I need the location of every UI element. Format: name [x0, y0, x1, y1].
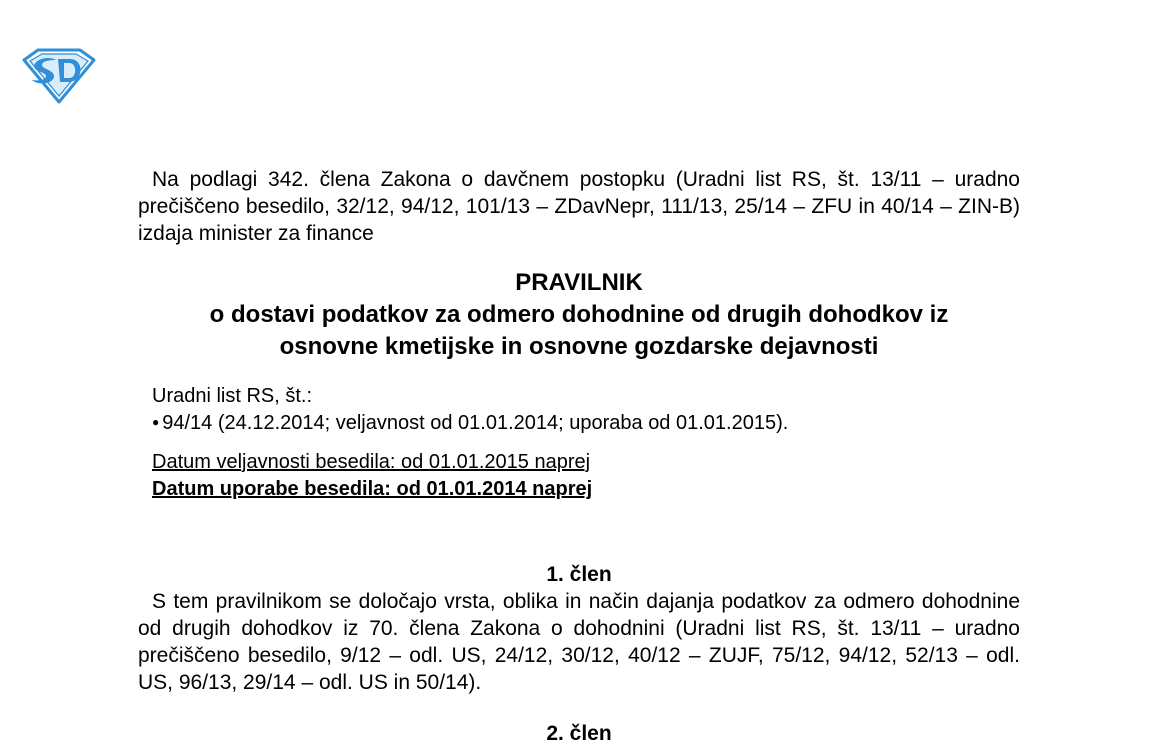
article-text: S tem pravilnikom se določajo vrsta, oblika in način dajanja podatkov za odmero dohodnine od drugih dohodkov iz 70. člena Zakona o dohodnini (Uradni list RS, št. 13/11 – uradno prečiščeno besedilo, 9/12 – odl. US, 24/12, 30/12, 40/12 – ZUJF, 75/12, 94/12, 52/13 – odl. US, 96/13, 29/14 – odl. US in 50/14).: [138, 590, 1020, 694]
article-heading: 1. člen: [546, 563, 612, 586]
intro-paragraph: Na podlagi 342. člena Zakona o davčnem postopku (Uradni list RS, št. 13/11 – uradno prečiščeno besedilo, 32/12, 94/12, 101/13 – ZDavNepr, 111/13, 25/14 – ZFU in 40/14 – ZIN-B) izdaja minister za finance: [138, 168, 1020, 245]
text-dates: [138, 449, 1020, 503]
logo: [20, 46, 98, 106]
title-line-1: PRAVILNIK: [515, 269, 643, 296]
shield-logo-icon: [20, 46, 98, 106]
title-line-3: osnovne kmetijske in osnovne gozdarske dejavnosti: [279, 333, 879, 360]
application-date: Datum uporabe besedila: od 01.01.2014 naprej: [152, 478, 593, 500]
gazette-label: Uradni list RS, št.:: [152, 385, 313, 407]
title-line-2: o dostavi podatkov za odmero dohodnine od drugih dohodkov iz: [209, 301, 949, 328]
article-heading: 2. člen: [546, 722, 612, 745]
gazette-entry-text: 94/14 (24.12.2014; veljavnost od 01.01.2014; uporaba od 01.01.2015).: [162, 412, 789, 434]
document-title: [138, 267, 1020, 363]
bullet-icon: ●: [152, 415, 160, 429]
gazette-info: [138, 383, 1020, 439]
document-body: [138, 166, 1020, 747]
validity-date: Datum veljavnosti besedila: od 01.01.2015 naprej: [152, 451, 591, 473]
gazette-entry: [152, 410, 1020, 439]
